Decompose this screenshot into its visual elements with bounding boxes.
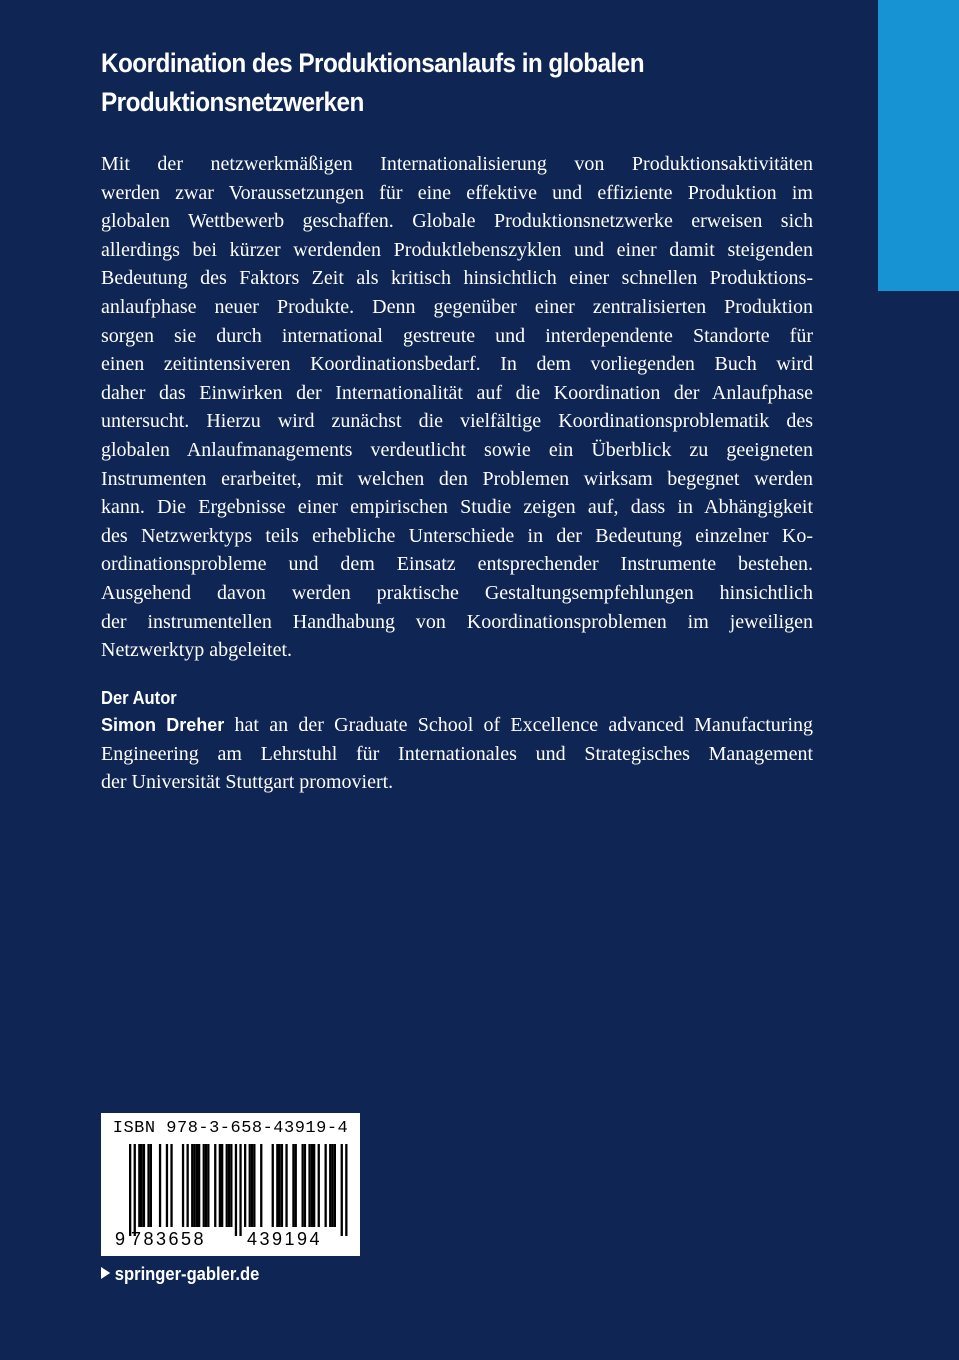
blurb-line: untersucht. Hierzu wird zunächst die vielfältige Koordinationsproblematik des	[101, 410, 813, 433]
barcode-bar	[203, 1144, 205, 1227]
blurb-line: globalen Anlaufmanagements verdeutlicht sowie ein Überblick zu geeigneten	[101, 438, 813, 461]
barcode-bar	[134, 1144, 136, 1236]
barcode-bar	[193, 1144, 195, 1227]
barcode-bar	[345, 1144, 347, 1236]
barcode-bar	[260, 1144, 262, 1227]
barcode-bar	[341, 1144, 343, 1236]
title-line: Produktionsnetzwerken	[101, 87, 364, 117]
author-bio-line: Engineering am Lehrstuhl für Internationales und Strategisches Management	[101, 742, 813, 765]
barcode-bar	[191, 1144, 193, 1227]
barcode-bar	[138, 1144, 140, 1227]
barcode-bar	[205, 1144, 207, 1227]
barcode-bar	[235, 1144, 237, 1236]
barcode-bar	[272, 1144, 274, 1227]
barcode-bar	[331, 1144, 333, 1227]
publisher-link[interactable]	[101, 1262, 259, 1286]
barcode-bar	[147, 1144, 149, 1227]
blurb-line: anlaufphase neuer Produkte. Denn gegenüber einer zentralisierten Produktion	[101, 295, 813, 318]
blurb-line: des Netzwerktyps teils erhebliche Unterschiede in der Bedeutung einzelner Ko-	[101, 524, 813, 547]
barcode-bar	[311, 1144, 313, 1227]
barcode-bar	[276, 1144, 278, 1227]
barcode-bar	[334, 1144, 336, 1227]
barcode-bar	[143, 1144, 145, 1227]
barcode-bar	[196, 1144, 198, 1227]
blurb-line: sorgen sie durch international gestreute und interdependente Standorte für	[101, 324, 813, 347]
play-arrow-icon	[101, 1267, 110, 1279]
barcode-digits	[101, 1229, 360, 1253]
blurb-line: kann. Die Ergebnisse einer empirischen Studie zeigen auf, dass in Abhängigkeit	[101, 496, 813, 519]
barcode-bar	[198, 1144, 200, 1227]
blurb-line: Instrumenten erarbeitet, mit welchen den Problemen wirksam begegnet werden	[101, 467, 813, 490]
barcode-bar	[295, 1144, 297, 1227]
barcode-bar	[170, 1144, 172, 1227]
barcode-bar	[226, 1144, 228, 1227]
blurb-line: ordinationsprobleme und dem Einsatz entsprechender Instrumente bestehen.	[101, 553, 813, 576]
author-bio	[101, 711, 813, 797]
barcode-bar	[187, 1144, 189, 1227]
blurb-line: globalen Wettbewerb geschaffen. Globale Produktionsnetzwerke erweisen sich	[101, 210, 813, 233]
barcode-bar	[281, 1144, 283, 1227]
barcode-bar	[253, 1144, 255, 1227]
blurb-line: allerdings bei kürzer werdenden Produktlebenszyklen und einer damit steigenden	[101, 238, 813, 261]
barcode-bar	[251, 1144, 253, 1227]
author-bio-text: hat an der Graduate School of Excellence advanced Manufacturing	[224, 714, 814, 736]
barcode-bar	[141, 1144, 143, 1227]
barcode-bar	[230, 1144, 232, 1227]
blurb-line: Netzwerktyp abgeleitet.	[101, 639, 293, 662]
barcode-bar	[285, 1144, 287, 1227]
barcode-bar	[166, 1144, 168, 1227]
barcode-bar	[279, 1144, 281, 1227]
barcode-digit-lead: 9	[115, 1229, 126, 1249]
barcode-bar	[228, 1144, 230, 1227]
barcode-bar	[308, 1144, 310, 1227]
blurb-line: Ausgehend davon werden praktische Gestaltungsempfehlungen hinsichtlich	[101, 581, 813, 604]
blurb	[101, 150, 813, 665]
barcode-bar	[302, 1144, 304, 1227]
blurb-line: einen zeitintensiveren Koordinationsbedarf. In dem vorliegenden Buch wird	[101, 353, 813, 376]
barcode-bar	[244, 1144, 246, 1227]
publisher-link-label: springer-gabler.de	[114, 1264, 260, 1284]
author-heading: Der Autor	[101, 688, 177, 708]
blurb-line: werden zwar Voraussetzungen für eine effektive und effiziente Produktion im	[101, 181, 813, 204]
author-bio-line: der Universität Stuttgart promoviert.	[101, 771, 394, 794]
barcode-digits-right: 439194	[247, 1229, 323, 1249]
blurb-line: Bedeutung des Faktors Zeit als kritisch hinsichtlich einer schnellen Produktions-	[101, 267, 813, 290]
barcode-bar	[159, 1144, 161, 1227]
barcode-digits-left: 783658	[131, 1229, 207, 1249]
barcode-bar	[150, 1144, 152, 1227]
barcode-bar	[221, 1144, 223, 1227]
barcode-bar	[219, 1144, 221, 1227]
barcode-bar	[329, 1144, 331, 1227]
isbn-barcode	[101, 1113, 360, 1256]
barcode-bar	[249, 1144, 251, 1227]
barcode-bar	[239, 1144, 241, 1236]
title-line: Koordination des Produktionsanlaufs in globalen	[101, 48, 645, 78]
barcode-bar	[325, 1144, 327, 1227]
isbn-label: ISBN 978-3-658-43919-4	[112, 1119, 349, 1138]
blurb-line: Mit der netzwerkmäßigen Internationalisierung von Produktionsaktivitäten	[101, 153, 813, 175]
barcode-bar	[207, 1144, 209, 1227]
barcode-bar	[292, 1144, 294, 1227]
barcode-bar	[313, 1144, 315, 1227]
barcode-bar	[182, 1144, 184, 1227]
blurb-line: der instrumentellen Handhabung von Koordinationsproblemen im jeweiligen	[101, 610, 813, 633]
barcode-bar	[214, 1144, 216, 1227]
barcode-bar	[304, 1144, 306, 1227]
book-title	[101, 44, 767, 122]
blurb-line: daher das Einwirken der Internationalität auf die Koordination der Anlaufphase	[101, 381, 813, 404]
barcode-bar	[129, 1144, 131, 1236]
author-bio-line	[101, 711, 813, 740]
barcode-bar	[318, 1144, 320, 1227]
accent-bar	[878, 0, 959, 291]
author-name: Simon Dreher	[101, 715, 225, 735]
